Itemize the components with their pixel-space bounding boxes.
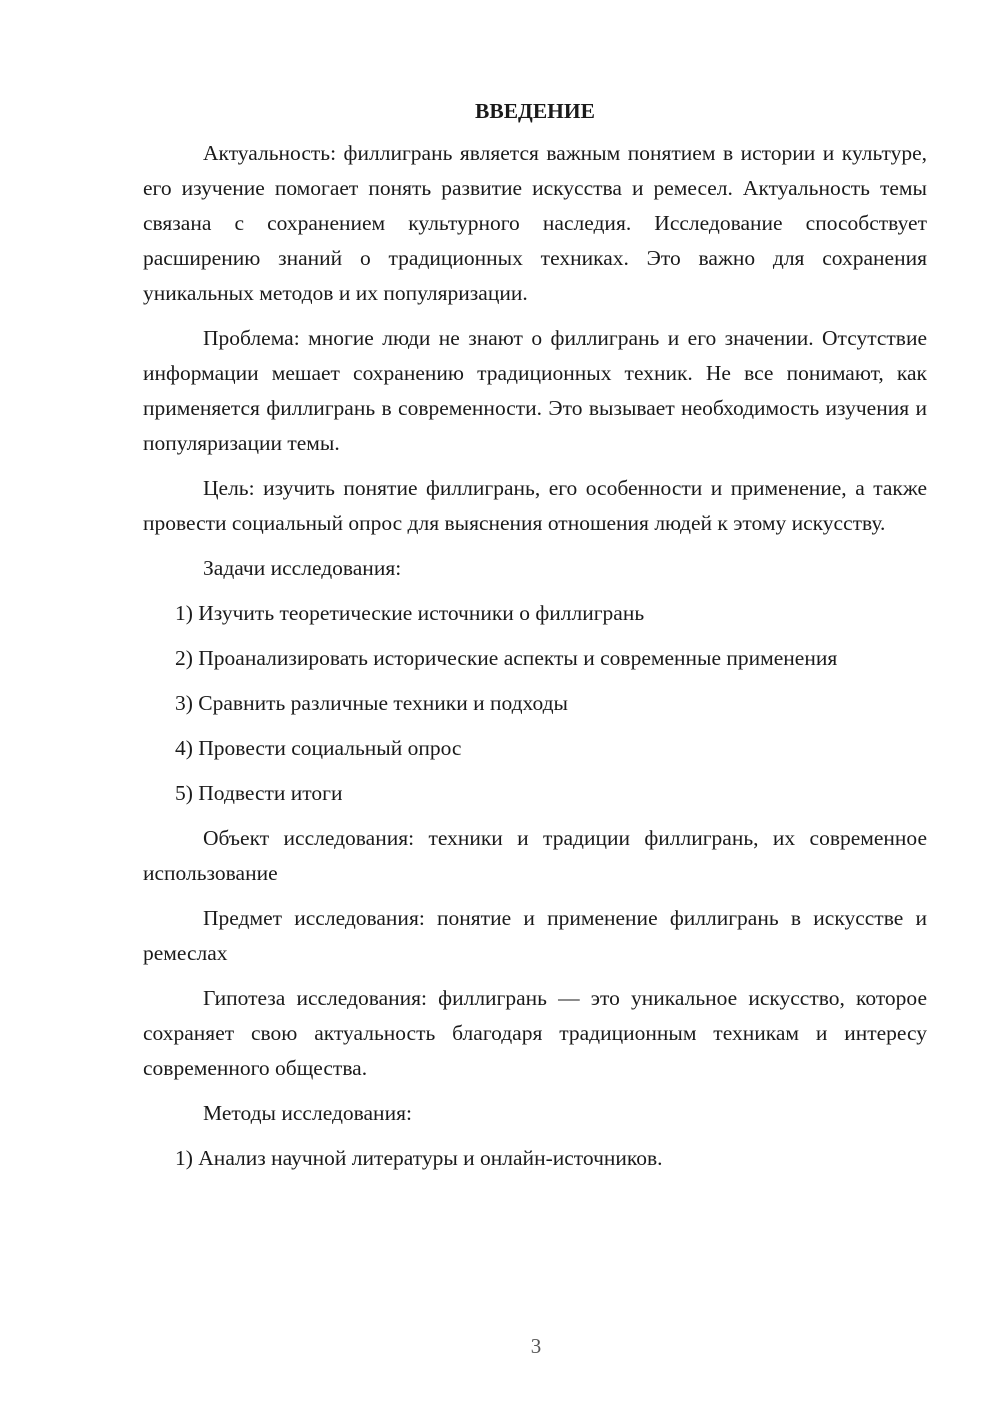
hypothesis-paragraph: Гипотеза исследования: филлигрань — это уникальное искусство, которое сохраняет свою актуальность благодаря традиционным техникам и интересу современного общества.: [143, 986, 927, 1080]
object-paragraph: Объект исследования: техники и традиции филлигрань, их современное использование: [143, 826, 927, 885]
goal-paragraph: Цель: изучить понятие филлигрань, его особенности и применение, а также провести социальный опрос для выяснения отношения людей к этому искусству.: [143, 476, 927, 535]
task-item-2: 2) Проанализировать исторические аспекты и современные применения: [175, 646, 838, 670]
page-content: [143, 96, 927, 1186]
methods-heading: Методы исследования:: [203, 1101, 412, 1125]
subject-paragraph: Предмет исследования: понятие и применение филлигрань в искусстве и ремеслах: [143, 906, 927, 965]
page-title: ВВЕДЕНИЕ: [475, 99, 595, 123]
task-item-5: 5) Подвести итоги: [175, 781, 343, 805]
method-item-1: 1) Анализ научной литературы и онлайн-источников.: [175, 1146, 663, 1170]
task-item-3: 3) Сравнить различные техники и подходы: [175, 691, 569, 715]
task-item-1: 1) Изучить теоретические источники о филлигрань: [175, 601, 645, 625]
relevance-paragraph: Актуальность: филлигрань является важным понятием в истории и культуре, его изучение помогает понять развитие искусства и ремесел. Актуальность темы связана с сохранением культурного наследия. Исследование способствует расширению знаний о традиционных техниках. Это важно для сохранения уникальных методов и их популяризации.: [143, 141, 927, 305]
tasks-heading: Задачи исследования:: [203, 556, 402, 580]
page-number: 3: [530, 1334, 542, 1358]
problem-paragraph: Проблема: многие люди не знают о филлигрань и его значении. Отсутствие информации мешает сохранению традиционных техник. Не все понимают, как применяется филлигрань в современности. Это вызывает необходимость изучения и популяризации темы.: [143, 326, 927, 455]
task-item-4: 4) Провести социальный опрос: [175, 736, 462, 760]
